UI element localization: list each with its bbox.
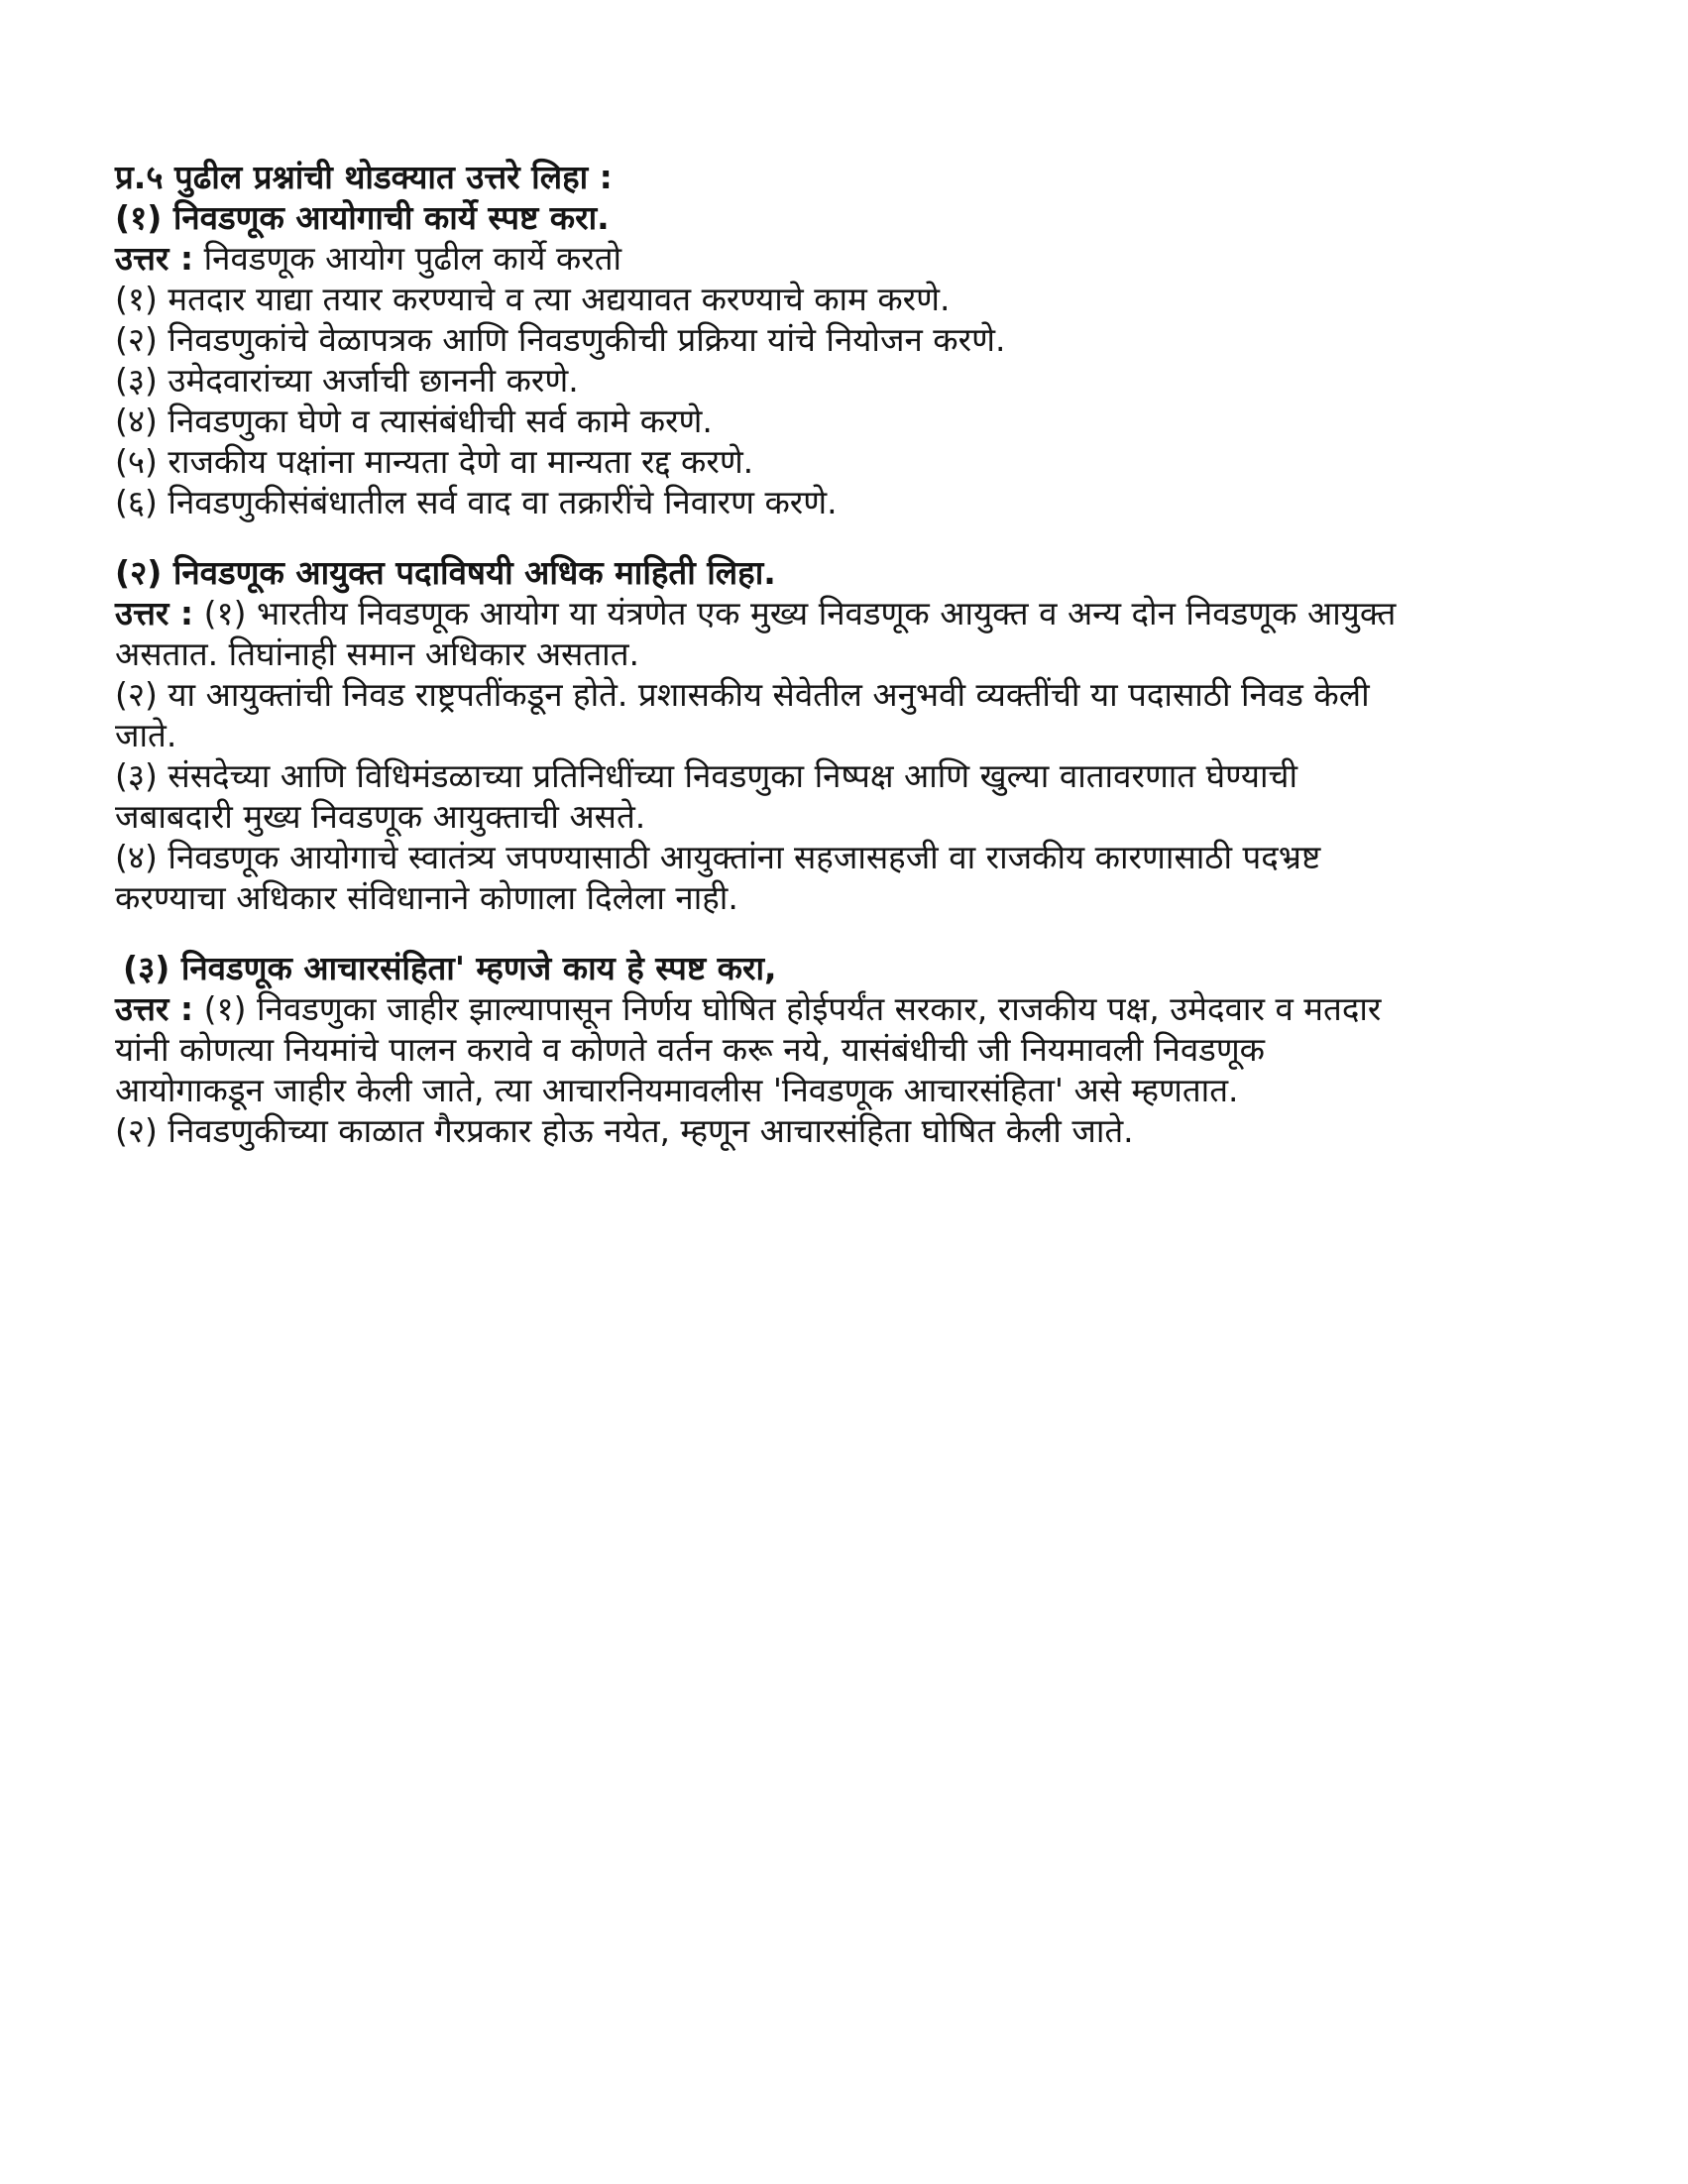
answer-point: (१) मतदार याद्या तयार करण्याचे व त्या अद्ययावत करण्याचे काम करणे. [115,280,951,318]
answer-point-text: (१) निवडणुका जाहीर झाल्यापासून निर्णय घोषित होईपर्यंत सरकार, राजकीय पक्ष, उमेदवार व मतदार [203,989,1382,1028]
answer-label: उत्तर : [115,239,194,278]
answer-label: उत्तर : [115,594,194,632]
question-3-block [115,948,1582,1151]
question-1-answer-intro [115,238,1582,279]
question-1-block [115,197,1582,522]
answer-point: (२) निवडणुकांचे वेळापत्रक आणि निवडणुकीची प्रक्रिया यांचे नियोजन करणे. [115,320,1006,359]
answer-point: (६) निवडणुकीसंबंधातील सर्व वाद वा तक्रारींचे निवारण करणे. [115,483,838,521]
answer-intro-text: निवडणूक आयोग पुढील कार्ये करतो [203,239,622,278]
answer-point: (५) राजकीय पक्षांना मान्यता देणे वा मान्यता रद्द करणे. [115,442,754,481]
section-heading: प्र.५ पुढील प्रश्नांची थोडक्यात उत्तरे लिहा : [115,158,613,196]
question-2-answer-line [115,593,1582,633]
document-page [115,157,1582,1151]
answer-point: (२) या आयुक्तांची निवड राष्ट्रपतींकडून होते. प्रशासकीय सेवेतील अनुभवी व्यक्तींची या पदासाठी निवड केली [115,675,1370,714]
answer-point-continuation: जाते. [115,716,177,754]
question-1-title: (१) निवडणूक आयोगाची कार्ये स्पष्ट करा. [115,198,610,237]
answer-point-continuation: करण्याचा अधिकार संविधानाने कोणाला दिलेला नाही. [115,878,738,917]
answer-label: उत्तर : [115,989,194,1028]
answer-point-continuation: यांनी कोणत्या नियमांचे पालन करावे व कोणते वर्तन करू नये, यासंबंधीची जी नियमावली निवडणूक [115,1030,1266,1069]
answer-point-continuation: जबाबदारी मुख्य निवडणूक आयुक्ताची असते. [115,797,646,836]
answer-point-continuation: आयोगाकडून जाहीर केली जाते, त्या आचारनियमावलीस 'निवडणूक आचारसंहिता' असे म्हणतात. [115,1071,1239,1109]
answer-point-continuation: असतात. तिघांनाही समान अधिकार असतात. [115,634,639,673]
answer-point: (४) निवडणूक आयोगाचे स्वातंत्र्य जपण्यासाठी आयुक्तांना सहजासहजी वा राजकीय कारणासाठी पदभ्रष्ट [115,838,1321,876]
spacer [115,918,1582,948]
question-2-title: (२) निवडणूक आयुक्त पदाविषयी अधिक माहिती लिहा. [115,553,776,592]
answer-point: (३) उमेदवारांच्या अर्जाची छाननी करणे. [115,361,579,400]
spacer [115,522,1582,552]
answer-point: (३) संसदेच्या आणि विधिमंडळाच्या प्रतिनिधींच्या निवडणुका निष्पक्ष आणि खुल्या वातावरणात घेण्याची [115,756,1298,795]
answer-point: (२) निवडणुकीच्या काळात गैरप्रकार होऊ नयेत, म्हणून आचारसंहिता घोषित केली जाते. [115,1111,1134,1150]
question-2-block [115,552,1582,918]
answer-point: (४) निवडणुका घेणे व त्यासंबंधीची सर्व कामे करणे. [115,402,713,440]
answer-point-text: (१) भारतीय निवडणूक आयोग या यंत्रणेत एक मुख्य निवडणूक आयुक्त व अन्य दोन निवडणूक आयुक्त [203,594,1397,632]
question-3-title: (३) निवडणूक आचारसंहिता' म्हणजे काय हे स्पष्ट करा, [123,949,777,987]
question-3-answer-line [115,988,1582,1029]
